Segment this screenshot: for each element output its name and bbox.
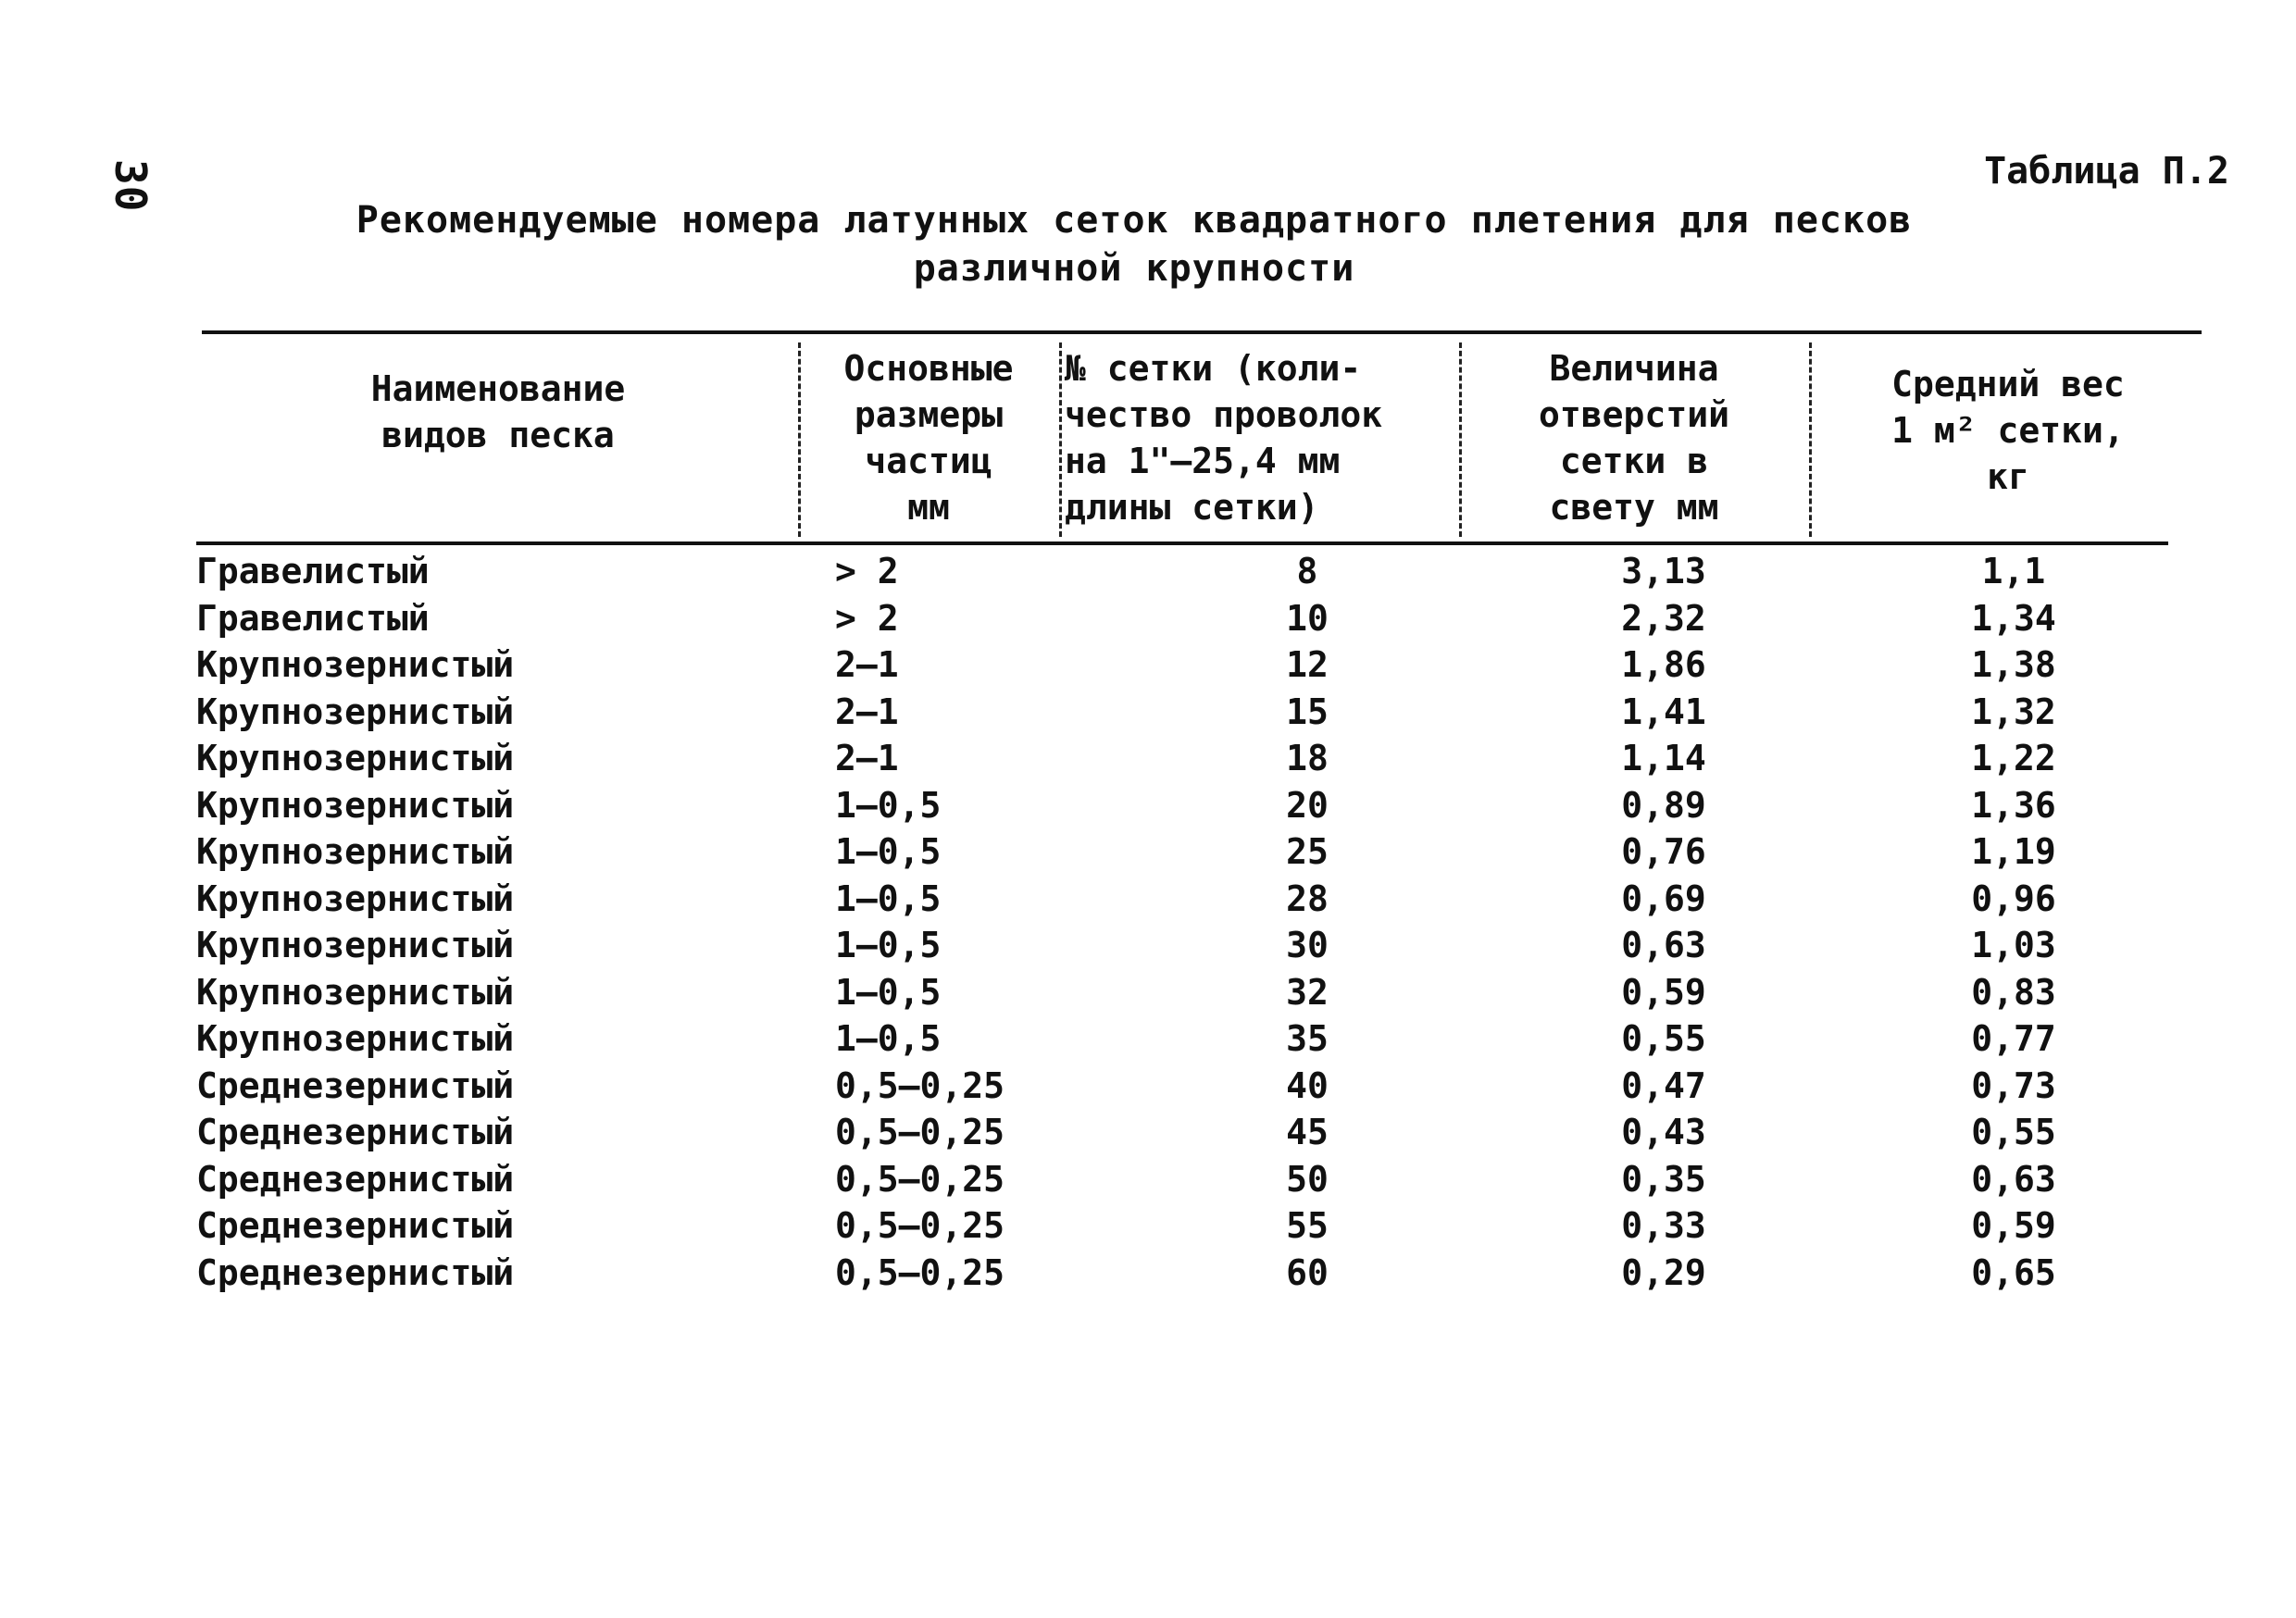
column-divider: [798, 342, 801, 537]
opening-size-cell: 0,29: [1621, 1251, 1706, 1293]
particle-size-cell: 0,5–0,25: [835, 1112, 1005, 1153]
header-line: Основные: [843, 347, 1014, 389]
sand-type-cell: Среднезернистый: [196, 1205, 515, 1247]
header-line: длины сетки): [1065, 486, 1319, 528]
opening-size-cell: 1,86: [1621, 644, 1706, 686]
mesh-number-cell: 28: [1286, 877, 1329, 919]
sand-type-cell: Гравелистый: [196, 597, 430, 639]
mesh-number-cell: 45: [1286, 1112, 1329, 1153]
table-row: [196, 689, 2202, 736]
particle-size-cell: 1–0,5: [835, 925, 942, 966]
particle-size-cell: > 2: [835, 551, 899, 592]
average-weight-cell: 1,03: [1971, 925, 2056, 966]
average-weight-cell: 1,34: [1971, 597, 2056, 639]
mesh-number-cell: 15: [1286, 691, 1329, 732]
header-line: Величина: [1549, 347, 1719, 389]
header-line: сетки в: [1559, 440, 1709, 481]
header-line: видов песка: [381, 415, 615, 455]
opening-size-cell: 0,33: [1621, 1205, 1706, 1247]
table-row: [196, 735, 2202, 782]
header-line: частиц: [865, 440, 992, 481]
header-sand-type: [202, 338, 794, 486]
mesh-number-cell: 25: [1286, 831, 1329, 873]
title-line-1: Рекомендуемые номера латунных сеток квадратного плетения для песков: [356, 199, 1913, 242]
opening-size-cell: 0,43: [1621, 1112, 1706, 1153]
header-line: кг: [1987, 456, 2029, 497]
average-weight-cell: 1,36: [1971, 784, 2056, 826]
header-mesh-number: [1065, 338, 1454, 537]
particle-size-cell: 0,5–0,25: [835, 1158, 1005, 1200]
sand-type-cell: Крупнозернистый: [196, 644, 515, 686]
opening-size-cell: 0,47: [1621, 1064, 1706, 1106]
particle-size-cell: 1–0,5: [835, 831, 942, 873]
table-title: [315, 196, 1953, 292]
mesh-number-cell: 32: [1286, 971, 1329, 1013]
header-line: № сетки (коли-: [1065, 347, 1362, 389]
mesh-number-cell: 20: [1286, 784, 1329, 826]
table-row: [196, 1250, 2202, 1297]
mesh-number-cell: 10: [1286, 597, 1329, 639]
opening-size-cell: 0,35: [1621, 1158, 1706, 1200]
particle-size-cell: 2–1: [835, 644, 899, 686]
table-row: [196, 1202, 2202, 1250]
mesh-number-cell: 55: [1286, 1205, 1329, 1247]
opening-size-cell: 1,41: [1621, 691, 1706, 732]
particle-size-cell: 0,5–0,25: [835, 1064, 1005, 1106]
header-line: свету мм: [1549, 486, 1719, 528]
sand-type-cell: Гравелистый: [196, 551, 430, 592]
table-row: [196, 782, 2202, 829]
page-number: 30: [106, 159, 156, 213]
mesh-number-cell: 18: [1286, 738, 1329, 779]
table-row: [196, 1109, 2202, 1156]
sand-type-cell: Крупнозернистый: [196, 925, 515, 966]
sand-type-cell: Крупнозернистый: [196, 738, 515, 779]
particle-size-cell: 1–0,5: [835, 784, 942, 826]
particle-size-cell: 2–1: [835, 738, 899, 779]
mesh-number-cell: 60: [1286, 1251, 1329, 1293]
opening-size-cell: 2,32: [1621, 597, 1706, 639]
title-line-2: различной крупности: [913, 247, 1355, 290]
average-weight-cell: 0,65: [1971, 1251, 2056, 1293]
average-weight-cell: 1,38: [1971, 644, 2056, 686]
mesh-number-cell: 30: [1286, 925, 1329, 966]
table-row: [196, 922, 2202, 969]
average-weight-cell: 1,32: [1971, 691, 2056, 732]
sand-type-cell: Крупнозернистый: [196, 971, 515, 1013]
mesh-number-cell: 8: [1296, 551, 1318, 592]
table-label: Таблица П.2: [1984, 150, 2229, 193]
sand-type-cell: Среднезернистый: [196, 1251, 515, 1293]
table-row: [196, 1063, 2202, 1110]
opening-size-cell: 0,69: [1621, 877, 1706, 919]
opening-size-cell: 3,13: [1621, 551, 1706, 592]
table-body: [196, 548, 2202, 1296]
column-divider: [1059, 342, 1062, 537]
mesh-number-cell: 40: [1286, 1064, 1329, 1106]
header-opening-size: [1465, 338, 1803, 537]
average-weight-cell: 0,77: [1971, 1018, 2056, 1060]
header-bottom-rule: [196, 541, 2168, 545]
particle-size-cell: 0,5–0,25: [835, 1205, 1005, 1247]
table-row: [196, 1156, 2202, 1203]
column-divider: [1459, 342, 1462, 537]
header-line: мм: [907, 486, 950, 528]
table-row: [196, 595, 2202, 642]
sand-type-cell: Крупнозернистый: [196, 691, 515, 732]
column-divider: [1809, 342, 1812, 537]
average-weight-cell: 1,1: [1981, 551, 2046, 592]
particle-size-cell: 1–0,5: [835, 1018, 942, 1060]
table-row: [196, 876, 2202, 923]
header-particle-size: [804, 338, 1054, 537]
opening-size-cell: 0,63: [1621, 925, 1706, 966]
header-line: 1 м² сетки,: [1891, 410, 2125, 451]
opening-size-cell: 0,59: [1621, 971, 1706, 1013]
sand-type-cell: Крупнозернистый: [196, 877, 515, 919]
header-average-weight: [1815, 338, 2202, 523]
table-top-rule: [202, 330, 2202, 334]
average-weight-cell: 0,55: [1971, 1112, 2056, 1153]
header-line: чество проволок: [1065, 393, 1383, 435]
average-weight-cell: 1,22: [1971, 738, 2056, 779]
mesh-number-cell: 35: [1286, 1018, 1329, 1060]
sand-type-cell: Среднезернистый: [196, 1112, 515, 1153]
header-line: отверстий: [1539, 393, 1729, 435]
table-row: [196, 641, 2202, 689]
particle-size-cell: 0,5–0,25: [835, 1251, 1005, 1293]
average-weight-cell: 1,19: [1971, 831, 2056, 873]
particle-size-cell: 2–1: [835, 691, 899, 732]
average-weight-cell: 0,83: [1971, 971, 2056, 1013]
opening-size-cell: 1,14: [1621, 738, 1706, 779]
average-weight-cell: 0,73: [1971, 1064, 2056, 1106]
table-row: [196, 1015, 2202, 1063]
opening-size-cell: 0,89: [1621, 784, 1706, 826]
header-line: размеры: [854, 393, 1004, 435]
sand-type-cell: Крупнозернистый: [196, 831, 515, 873]
average-weight-cell: 0,63: [1971, 1158, 2056, 1200]
particle-size-cell: 1–0,5: [835, 877, 942, 919]
particle-size-cell: 1–0,5: [835, 971, 942, 1013]
average-weight-cell: 0,96: [1971, 877, 2056, 919]
mesh-number-cell: 12: [1286, 644, 1329, 686]
table-row: [196, 828, 2202, 876]
header-line: Средний вес: [1891, 364, 2125, 404]
particle-size-cell: > 2: [835, 597, 899, 639]
opening-size-cell: 0,55: [1621, 1018, 1706, 1060]
sand-type-cell: Среднезернистый: [196, 1064, 515, 1106]
header-line: на 1"–25,4 мм: [1065, 440, 1341, 481]
mesh-number-cell: 50: [1286, 1158, 1329, 1200]
average-weight-cell: 0,59: [1971, 1205, 2056, 1247]
sand-type-cell: Среднезернистый: [196, 1158, 515, 1200]
sand-type-cell: Крупнозернистый: [196, 1018, 515, 1060]
table-row: [196, 548, 2202, 595]
header-line: Наименование: [370, 368, 626, 409]
table-row: [196, 969, 2202, 1016]
sand-type-cell: Крупнозернистый: [196, 784, 515, 826]
opening-size-cell: 0,76: [1621, 831, 1706, 873]
